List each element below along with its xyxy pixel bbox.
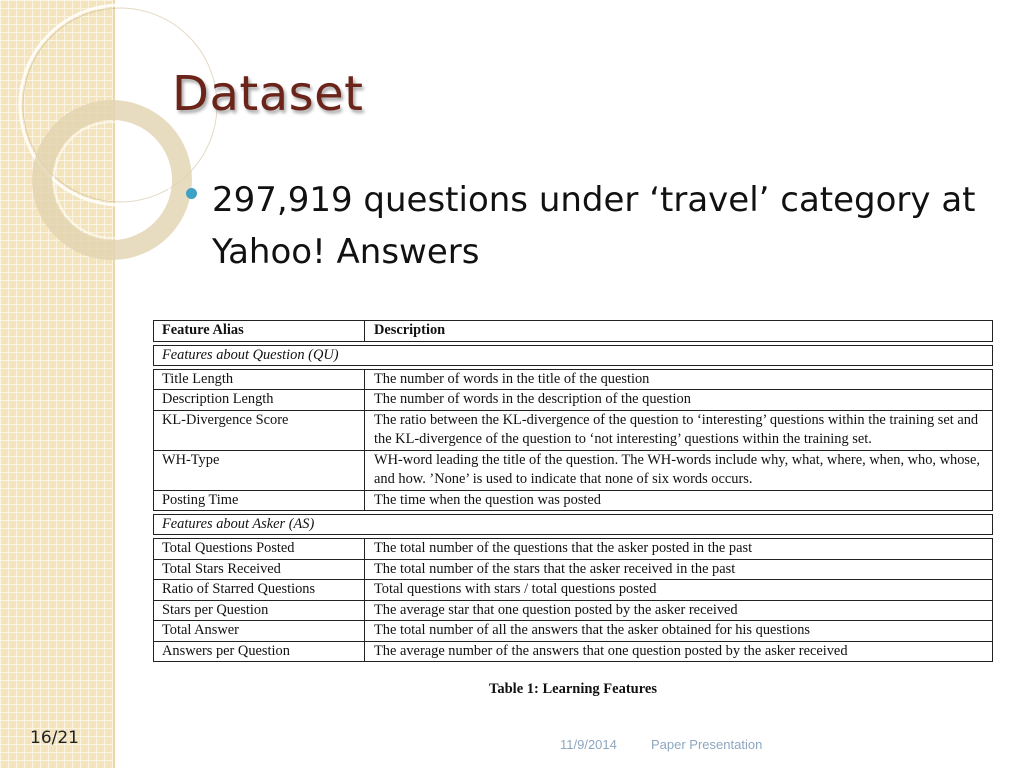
table-row [153,451,993,491]
table-header-row [153,320,993,342]
table-row [153,411,993,451]
description-cell: The total number of the stars that the asker received in the past [374,560,736,577]
description-cell: Total questions with stars / total questions posted [374,581,657,597]
table-row [153,538,993,560]
feature-alias-cell: Description Length [154,390,365,410]
slide-title: Dataset [172,66,364,122]
decorative-side-strip [0,0,115,768]
table-row [153,390,993,411]
learning-features-table [153,320,993,662]
description-cell: The average star that one question posted by the asker received [374,601,738,618]
table-body [153,345,993,663]
header-feature-alias: Feature Alias [154,321,365,341]
table-row [153,491,993,512]
table-group-label: Features about Asker (AS) [153,514,993,535]
feature-alias-cell: Title Length [154,370,365,390]
feature-alias-cell: Total Questions Posted [154,539,365,559]
description-cell: The number of words in the description of the question [374,391,691,407]
bullet-icon [186,188,197,199]
table-row [153,580,993,601]
feature-alias-cell: KL-Divergence Score [154,411,365,450]
table-row [153,369,993,391]
description-cell: The total number of all the answers that the asker obtained for his questions [374,622,810,638]
description-cell: The average number of the answers that one question posted by the asker received [374,642,848,659]
description-cell: The number of words in the title of the question [374,370,650,387]
table-row [153,560,993,581]
feature-alias-cell: Posting Time [154,491,365,511]
description-cell: The total number of the questions that the asker posted in the past [374,540,753,556]
feature-alias-cell: Ratio of Starred Questions [154,580,365,600]
feature-alias-cell: WH-Type [154,451,365,490]
table-row [153,601,993,622]
description-cell: WH-word leading the title of the question. The WH-words include why, what, where, when, who, whose, and how. ’None’ is used to indicate that none of six words occurs. [374,451,980,487]
bullet-text: 297,919 questions under ‘travel’ category at Yahoo! Answers [212,180,976,272]
description-cell: The time when the question was posted [374,491,602,508]
feature-alias-cell: Total Stars Received [154,560,365,580]
table-group-label: Features about Question (QU) [153,345,993,366]
header-description: Description [374,322,446,338]
footer-title: Paper Presentation [651,737,763,752]
feature-alias-cell: Stars per Question [154,601,365,621]
footer-date: 11/9/2014 [560,737,617,752]
table-row [153,621,993,642]
table-row [153,642,993,663]
table-caption: Table 1: Learning Features [489,681,657,697]
feature-alias-cell: Total Answer [154,621,365,641]
feature-alias-cell: Answers per Question [154,642,365,662]
slide-number: 16/21 [30,728,79,748]
description-cell: The ratio between the KL-divergence of the question to ‘interesting’ questions within the training set and the KL-divergence of the question to ‘not interesting’ questions within the training set. [374,411,979,447]
